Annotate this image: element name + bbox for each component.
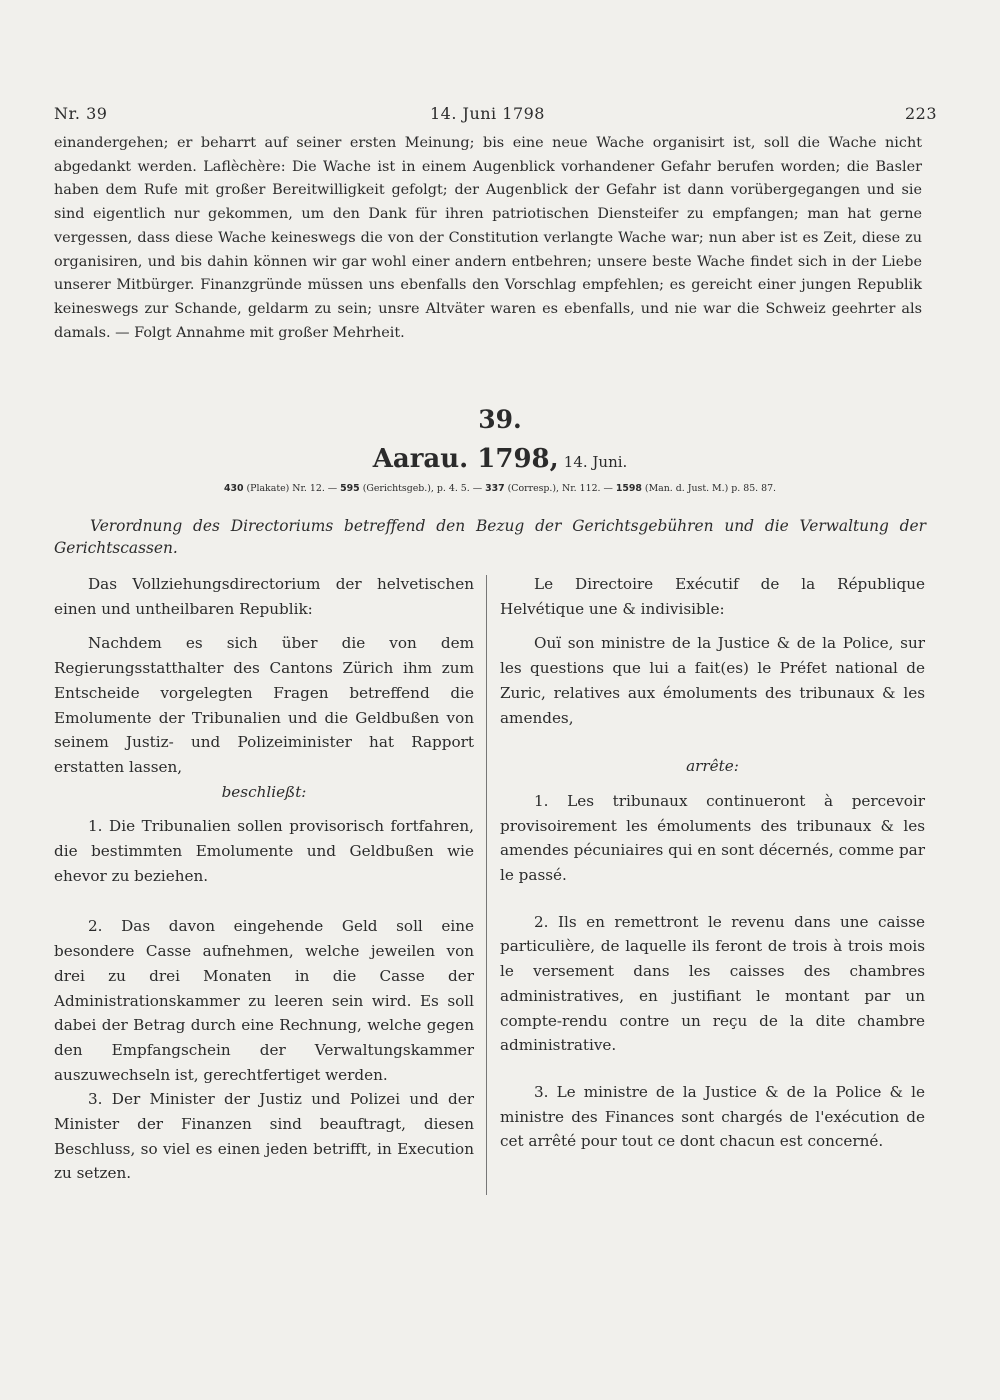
intro-paragraph xyxy=(54,132,922,345)
document-title xyxy=(54,515,926,559)
french-preamble: Le Directoire Exécutif de la République Helvétique une & indivisible: xyxy=(500,575,925,618)
ref-number: 430 xyxy=(223,483,244,494)
french-decides: arrête: xyxy=(686,757,739,776)
document-title-text: Verordnung des Directoriums betreffend den Bezug der Gerichtsgebühren und die Verwaltung der Gerichtscassen. xyxy=(54,517,926,557)
ref-number: 595 xyxy=(340,483,360,494)
document-place-date xyxy=(0,444,1000,474)
source-references xyxy=(0,483,1000,494)
header-document-number: Nr. 39 xyxy=(54,104,108,123)
ref-text: (Man. d. Just. M.) p. 85. 87. xyxy=(644,483,777,494)
ref-text: (Gerichtsgeb.), p. 4. 5. — xyxy=(362,483,486,494)
page-number: 223 xyxy=(904,104,937,123)
french-recital: Ouï son ministre de la Justice & de la Police, sur les questions que lui a fait(es) le Préfet national de Zuric, relatives aux émoluments des tribunaux & les amendes, xyxy=(500,634,925,727)
french-article-1: 1. Les tribunaux continueront à percevoir provisoirement les émoluments des tribunaux & les amendes pécuniaires qui en sont décernés, comme par le passé. xyxy=(500,791,925,885)
german-decides: beschließt: xyxy=(221,782,307,801)
ref-text: (Plakate) Nr. 12. — xyxy=(246,483,341,494)
french-column xyxy=(500,572,925,1154)
german-preamble: Das Vollziehungsdirectorium der helvetischen einen und untheilbaren Republik: xyxy=(54,575,474,618)
french-article-2: 2. Ils en remettront le revenu dans une caisse particulière, de laquelle ils feront de trois à trois mois le versement dans les caisses des chambres administratives, en justifiant le montant par un compte-rendu contre un reçu de la dite chambre administrative. xyxy=(500,912,925,1055)
document-number: 39. xyxy=(478,405,522,434)
ref-text: (Corresp.), Nr. 112. — xyxy=(507,483,616,494)
german-article-3: 3. Der Minister der Justiz und Polizei und der Minister der Finanzen sind beauftragt, diesen Beschluss, so viel es einen jeden betrifft, in Execution zu setzen. xyxy=(54,1090,474,1183)
document-date: 14. Juni. xyxy=(563,453,628,471)
german-column xyxy=(54,572,474,1186)
place-year: Aarau. 1798, xyxy=(372,444,559,474)
german-article-2: 2. Das davon eingehende Geld soll eine besondere Casse aufnehmen, welche jeweilen von drei zu drei Monaten in die Casse der Administrationskammer zu leeren sein wird. Es soll dabei der Betrag durch eine Rechnung, welche gegen den Empfangschein der Verwaltungskammer auszuwechseln ist, gerechtfertiget werden. xyxy=(54,917,474,1084)
intro-text: einandergehen; er beharrt auf seiner ersten Meinung; bis eine neue Wache organisirt ist, soll die Wache nicht abgedankt werden. Laflèchère: Die Wache ist in einem Augenblick vorhandener Gefahr berufen worden; die Basler haben dem Rufe mit großer Bereitwilligkeit gefolgt; der Augenblick der Gefahr ist dann vorübergegangen und sie sind eigentlich nur gekommen, um den Dank für ihren patriotischen Diensteifer zu empfangen; man hat gerne vergessen, dass diese Wache keineswegs die von der Constitution verlangte Wache war; nun aber ist es Zeit, diese zu organisiren, und bis dahin können wir gar wohl einer andern entbehren; unsere beste Wache findet sich in der Liebe unserer Mitbürger. Finanzgründe müssen uns ebenfalls den Vorschlag empfehlen; es gereicht einer jungen Republik keineswegs zur Schande, geldarm zu sein; unsre Altväter waren es ebenfalls, und nie war die Schweiz geehrter als damals. — Folgt Annahme mit großer Mehrheit. xyxy=(54,135,922,341)
french-article-3: 3. Le ministre de la Justice & de la Police & le ministre des Finances sont chargés de l'exécution de cet arrêté pour tout ce dont chacun est concerné. xyxy=(500,1082,925,1151)
ref-number: 337 xyxy=(485,483,505,494)
ref-number: 1598 xyxy=(615,483,642,494)
column-divider xyxy=(486,575,487,1195)
header-date: 14. Juni 1798 xyxy=(430,104,545,123)
german-article-1: 1. Die Tribunalien sollen provisorisch fortfahren, die bestimmten Emolumente und Geldbußen wie ehevor zu beziehen. xyxy=(54,817,474,885)
german-recital: Nachdem es sich über die von dem Regierungsstatthalter des Cantons Zürich ihm zum Entscheide vorgelegten Fragen betreffend die Emolumente der Tribunalien und die Geldbußen von seinem Justiz- und Polizeiminister hat Rapport erstatten lassen, xyxy=(54,634,474,776)
